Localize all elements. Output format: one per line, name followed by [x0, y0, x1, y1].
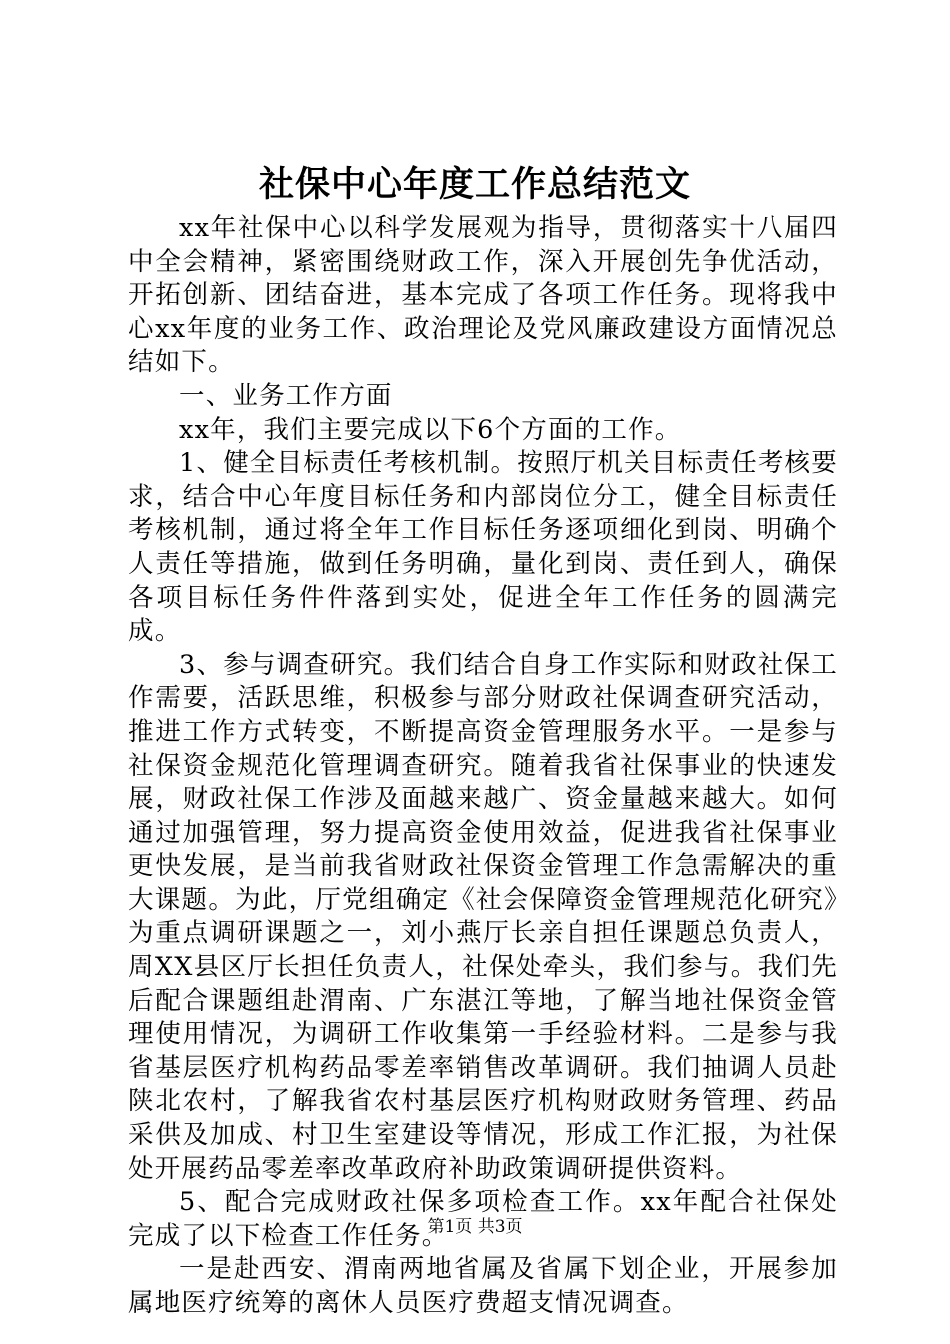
document-body	[128, 212, 838, 1321]
paragraph-item-5: 5、配合完成财政社保多项检查工作。xx年配合社保处完成了以下检查工作任务。	[128, 1187, 838, 1251]
paragraph-section-heading: 一、业务工作方面	[179, 380, 393, 411]
paragraph-item-1: 1、健全目标责任考核机制。按照厅机关目标责任考核要求，结合中心年度目标任务和内部岗位分工，健全目标责任考核机制，通过将全年工作目标任务逐项细化到岗、明确个人责任等措施，做到任务明确，量化到岗、责任到人，确保各项目标任务件件落到实处，促进全年工作任务的圆满完成。	[128, 448, 838, 647]
paragraph-overview: xx年，我们主要完成以下6个方面的工作。	[179, 414, 682, 445]
page-footer: 第1页 共3页	[427, 1217, 523, 1237]
paragraph-item-3: 3、参与调查研究。我们结合自身工作实际和财政社保工作需要，活跃思维，积极参与部分财政社保调查研究活动，推进工作方式转变，不断提高资金管理服务水平。一是参与社保资金规范化管理调查研究。随着我省社保事业的快速发展，财政社保工作涉及面越来越广、资金量越来越大。如何通过加强管理，努力提高资金使用效益，促进我省社保事业更快发展，是当前我省财政社保资金管理工作急需解决的重大课题。为此，厅党组确定《社会保障资金管理规范化研究》为重点调研课题之一，刘小燕厅长亲自担任课题总负责人，周XX县区厅长担任负责人，社保处牵头，我们参与。我们先后配合课题组赴渭南、广东湛江等地，了解当地社保资金管理使用情况，为调研工作收集第一手经验材料。二是参与我省基层医疗机构药品零差率销售改革调研。我们抽调人员赴陕北农村，了解我省农村基层医疗机构财政财务管理、药品采供及加成、村卫生室建设等情况，形成工作汇报，为社保处开展药品零差率改革政府补助政策调研提供资料。	[128, 649, 838, 1184]
paragraph-intro: xx年社保中心以科学发展观为指导，贯彻落实十八届四中全会精神，紧密围绕财政工作，深入开展创先争优活动，开拓创新、团结奋进，基本完成了各项工作任务。现将我中心xx年度的业务工作、政治理论及党风廉政建设方面情况总结如下。	[128, 213, 838, 378]
paragraph-item-5-detail: 一是赴西安、渭南两地省属及省属下划企业，开展参加属地医疗统筹的离休人员医疗费超支情况调查。	[128, 1254, 838, 1318]
document-title: 社保中心年度工作总结范文	[258, 164, 691, 205]
